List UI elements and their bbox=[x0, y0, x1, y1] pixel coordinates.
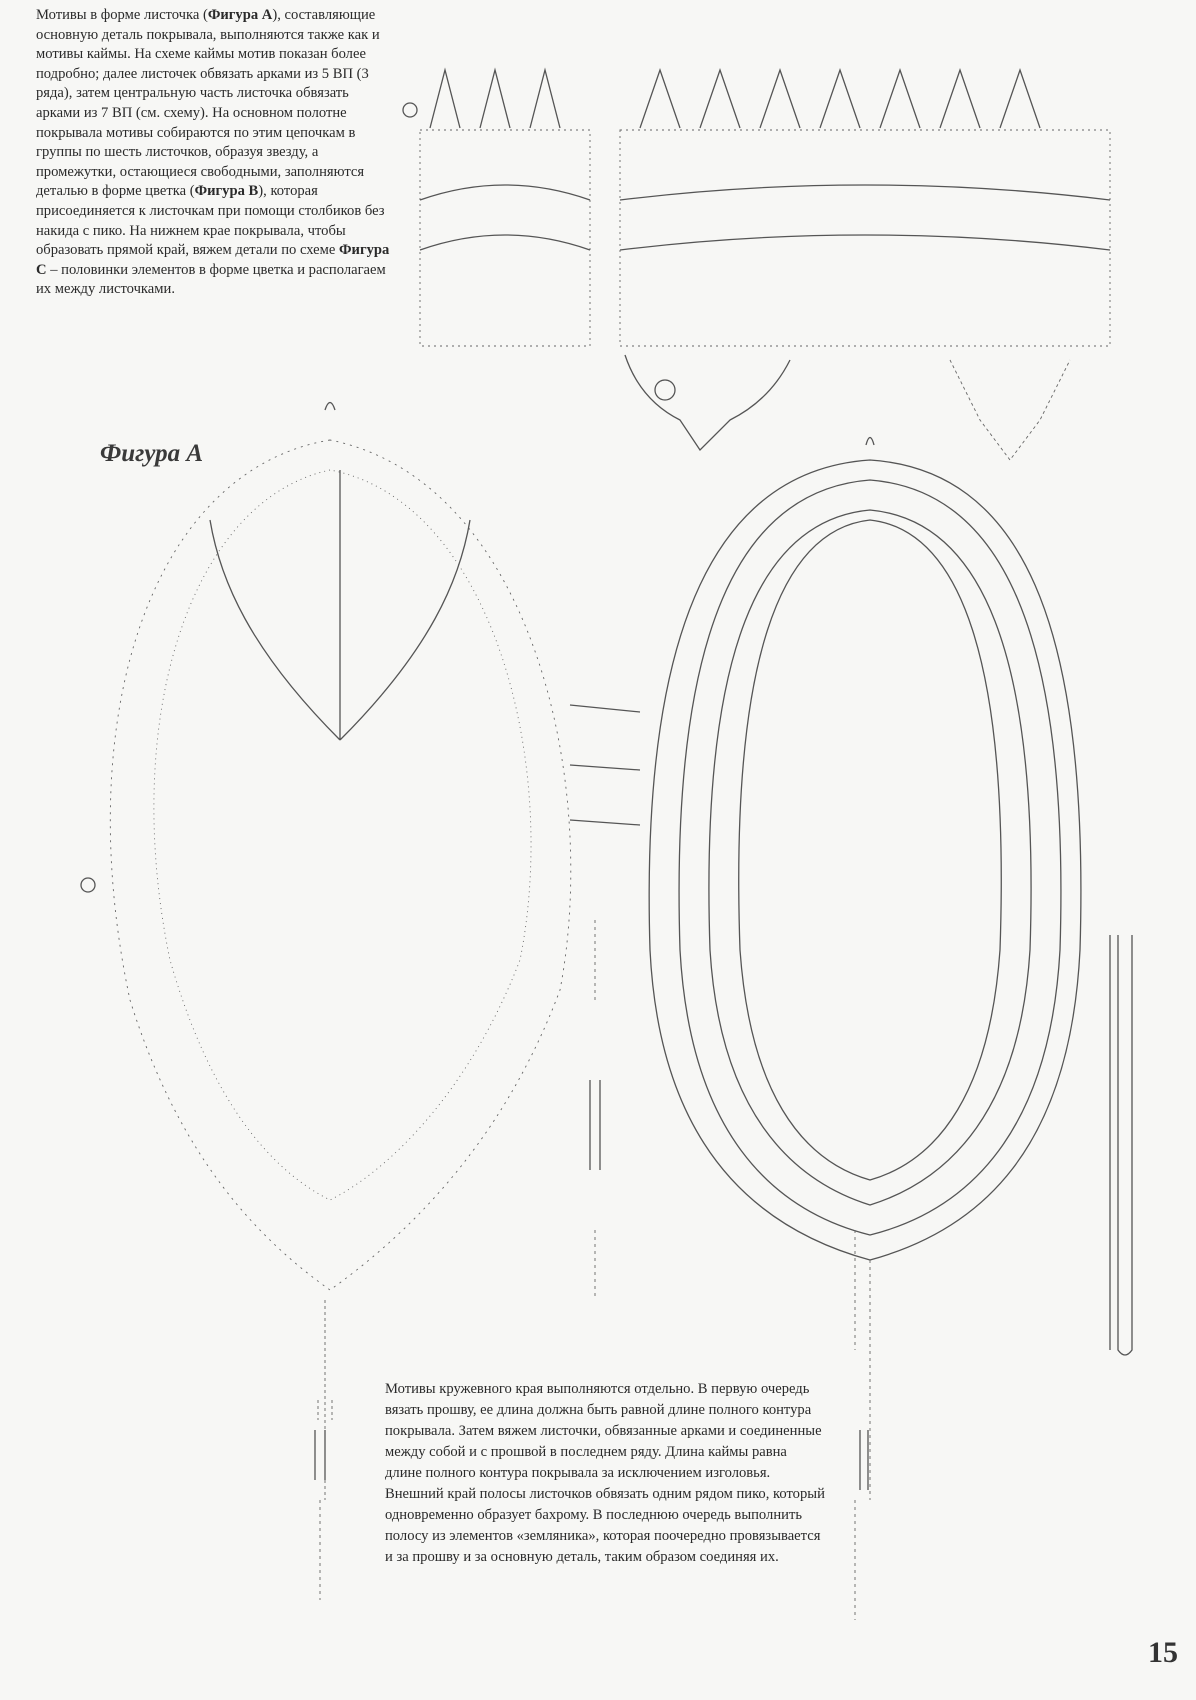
border-strip-right-diagram bbox=[620, 70, 1110, 460]
intro-ref-figure-b: Фигура В bbox=[194, 183, 259, 200]
page-number: 15 bbox=[1148, 1636, 1178, 1669]
end-marker-icon bbox=[81, 878, 95, 892]
start-loop-icon bbox=[325, 403, 335, 411]
intro-text-1: Мотивы в форме листочка ( bbox=[36, 7, 208, 23]
figure-a-title: Фигура А bbox=[100, 440, 204, 467]
leaf-motif-chart bbox=[81, 403, 571, 1501]
intro-text-4: – половинки элементов в форме цветка и располагаем их между листочками. bbox=[36, 261, 386, 298]
intro-ref-figure-a: Фигура А bbox=[207, 7, 273, 23]
border-strip-left-diagram bbox=[403, 70, 590, 346]
intro-text-2: ), составляющие основную деталь покрывала, выполняются также как и мотивы каймы. На схеме каймы мотив показан более подробно; далее листочек обвязать арками из 5 ВП (3 ряда), затем центральную часть листочка обвязать арками из 7 ВП (см. схему). На основном полотне покрывала мотивы собираются по этим цепочкам в группы по шесть листочков, образуя звезду, а промежутки, остающиеся свободными, заполняются деталью в форме цветка ( bbox=[36, 7, 380, 200]
edging-strip bbox=[1118, 935, 1132, 1355]
intro-ref-figure-c: Фигура С bbox=[36, 242, 390, 278]
end-marker-icon bbox=[403, 103, 417, 117]
intro-text-3: ), которая присоединяется к листочкам при помощи столбиков без накида с пико. На нижнем крае покрывала, чтобы образовать прямой край, вяжем детали по схеме bbox=[36, 183, 385, 259]
start-marker-icon bbox=[655, 380, 675, 400]
leaf-outline-diagram bbox=[570, 438, 1081, 1501]
start-loop-icon bbox=[866, 438, 874, 446]
lace-edge-instructions: Мотивы кружевного края выполняются отдельно. В первую очередь вязать прошву, ее длина должна быть равной длине полного контура покрывала. Затем вяжем листочки, обвязанные арками и соединенные между собой и с прошвой в последнем ряду. Длина каймы равна длине полного контура покрывала за исключением изголовья. Внешний край полосы листочков обвязать одним рядом пико, который одновременно образует бахрому. В последнюю очередь выполнить полосу из элементов «земляника», которая поочередно провязывается и за прошву и за основную деталь, таким образом соединяя их. bbox=[385, 1381, 825, 1565]
connector-arrows bbox=[570, 705, 640, 825]
